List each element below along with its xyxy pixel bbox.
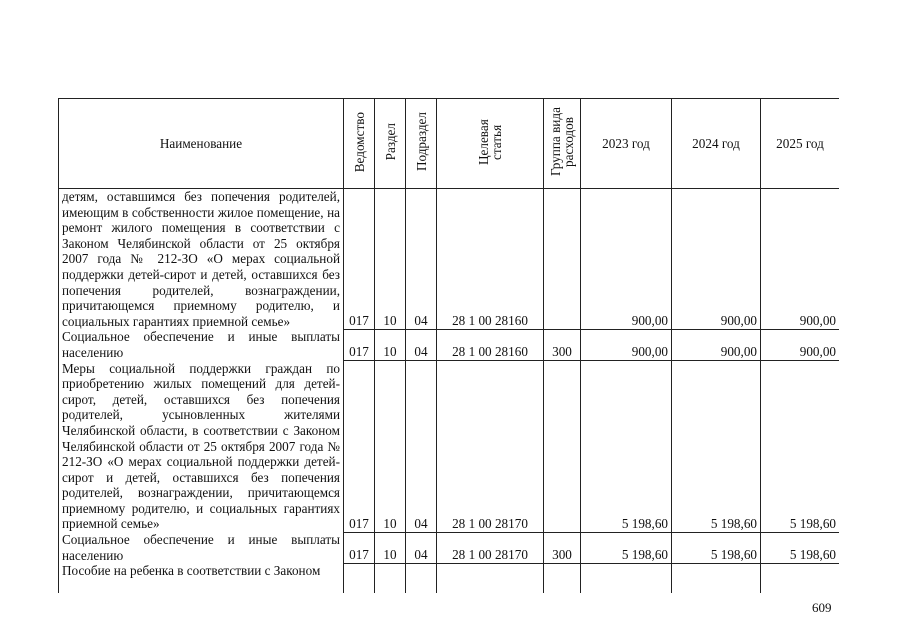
row-group: 300 xyxy=(544,329,581,360)
page-number: 609 xyxy=(812,600,832,615)
row-subsection: 04 xyxy=(406,189,437,330)
row-name: Пособие на ребенка в соответствии с Законом xyxy=(59,563,344,593)
row-2023: 5 198,60 xyxy=(581,532,672,563)
row-dept: 017 xyxy=(344,329,375,360)
row-group: 300 xyxy=(544,532,581,563)
row-section: 10 xyxy=(375,532,406,563)
budget-page xyxy=(58,98,839,593)
row-2023 xyxy=(581,563,672,593)
row-dept: 017 xyxy=(344,189,375,330)
header-group: Группа вида расходов xyxy=(544,99,581,189)
row-2024: 5 198,60 xyxy=(672,361,761,533)
row-group xyxy=(544,189,581,330)
row-2023: 900,00 xyxy=(581,189,672,330)
row-2025 xyxy=(761,563,840,593)
header-name: Наименование xyxy=(59,99,344,189)
row-group xyxy=(544,563,581,593)
header-subsection: Подраздел xyxy=(406,99,437,189)
row-subsection: 04 xyxy=(406,361,437,533)
table-row xyxy=(59,361,840,533)
row-2024: 900,00 xyxy=(672,189,761,330)
row-name: Социальное обеспечение и иные выплаты населению xyxy=(59,329,344,360)
table-body xyxy=(59,189,840,594)
header-2023: 2023 год xyxy=(581,99,672,189)
header-section: Раздел xyxy=(375,99,406,189)
table-row xyxy=(59,189,840,330)
row-section xyxy=(375,563,406,593)
row-2023: 5 198,60 xyxy=(581,361,672,533)
header-dept: Ведомство xyxy=(344,99,375,189)
row-name: Социальное обеспечение и иные выплаты населению xyxy=(59,532,344,563)
header-2025: 2025 год xyxy=(761,99,840,189)
table-header-row xyxy=(59,99,840,189)
header-2024: 2024 год xyxy=(672,99,761,189)
row-2025: 900,00 xyxy=(761,329,840,360)
row-2024 xyxy=(672,563,761,593)
budget-table xyxy=(58,98,839,593)
row-2025: 900,00 xyxy=(761,189,840,330)
table-row xyxy=(59,532,840,563)
row-2025: 5 198,60 xyxy=(761,532,840,563)
row-dept: 017 xyxy=(344,361,375,533)
row-section: 10 xyxy=(375,329,406,360)
row-dept xyxy=(344,563,375,593)
row-subsection: 04 xyxy=(406,329,437,360)
row-2024: 5 198,60 xyxy=(672,532,761,563)
header-target: Целевая статья xyxy=(437,99,544,189)
row-section: 10 xyxy=(375,361,406,533)
row-name: детям, оставшимся без попечения родителей, имеющим в собственности жилое помещение, на ремонт жилого помещения в соответствии с Законом Челябинской области от 25 октября 2007 года № 212-ЗО «О мерах социальной поддержки детей-сирот и детей, оставшихся без попечения родителей, вознаграждении, причитающемся приемному родителю, и социальных гарантиях приемной семье» xyxy=(59,189,344,330)
row-dept: 017 xyxy=(344,532,375,563)
row-subsection xyxy=(406,563,437,593)
row-target: 28 1 00 28160 xyxy=(437,329,544,360)
table-row xyxy=(59,329,840,360)
table-row xyxy=(59,563,840,593)
row-target: 28 1 00 28170 xyxy=(437,361,544,533)
row-name: Меры социальной поддержки граждан по приобретению жилых помещений для детей-сирот, детей, оставшихся без попечения родителей, усыновленных жителями Челябинской области, в соответствии с Законом Челябинской области от 25 октября 2007 года № 212-ЗО «О мерах социальной поддержки детей-сирот и детей, оставшихся без попечения родителей, вознаграждении, причитающемся приемному родителю, и социальных гарантиях приемной семье» xyxy=(59,361,344,533)
row-2025: 5 198,60 xyxy=(761,361,840,533)
row-group xyxy=(544,361,581,533)
row-subsection: 04 xyxy=(406,532,437,563)
row-target xyxy=(437,563,544,593)
row-target: 28 1 00 28160 xyxy=(437,189,544,330)
row-2024: 900,00 xyxy=(672,329,761,360)
row-target: 28 1 00 28170 xyxy=(437,532,544,563)
row-2023: 900,00 xyxy=(581,329,672,360)
row-section: 10 xyxy=(375,189,406,330)
